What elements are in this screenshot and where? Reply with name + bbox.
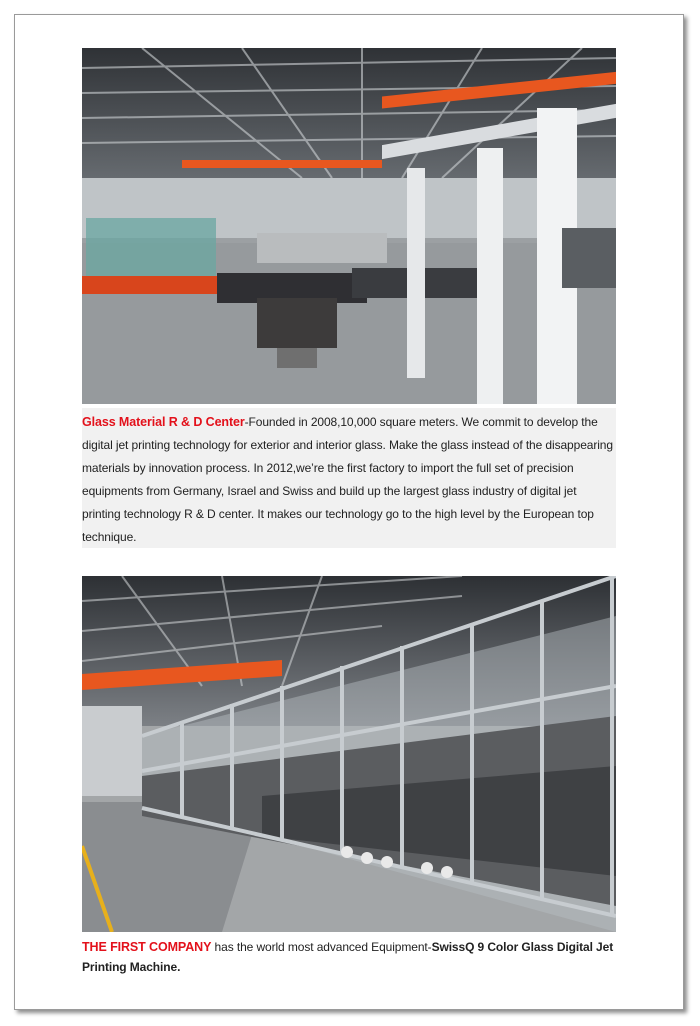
first-company-description: [82, 934, 616, 980]
first-company-text: has the world most advanced Equipment-: [211, 940, 432, 954]
rd-center-text: -Founded in 2008,10,000 square meters. We commit to develop the digital jet printing technology for exterior and interior glass. Make the glass instead of the disappearing materials by innovation process. In 2012,we’re the first factory to import the full set of precision equipments from Germany, Israel and Swiss and build up the largest glass industry of digital jet printing technology R & D center. It makes our technology go to the high level by the European top technique.: [82, 415, 613, 544]
first-company-title: THE FIRST COMPANY: [82, 940, 212, 954]
machine-name: SwissQ 9 Color Glass Digital Jet Printing Machine.: [82, 940, 614, 974]
rd-center-description: [82, 408, 616, 548]
machine-photo: [82, 576, 616, 932]
factory-photo: [82, 48, 616, 404]
rd-center-title: Glass Material R & D Center: [82, 415, 245, 429]
